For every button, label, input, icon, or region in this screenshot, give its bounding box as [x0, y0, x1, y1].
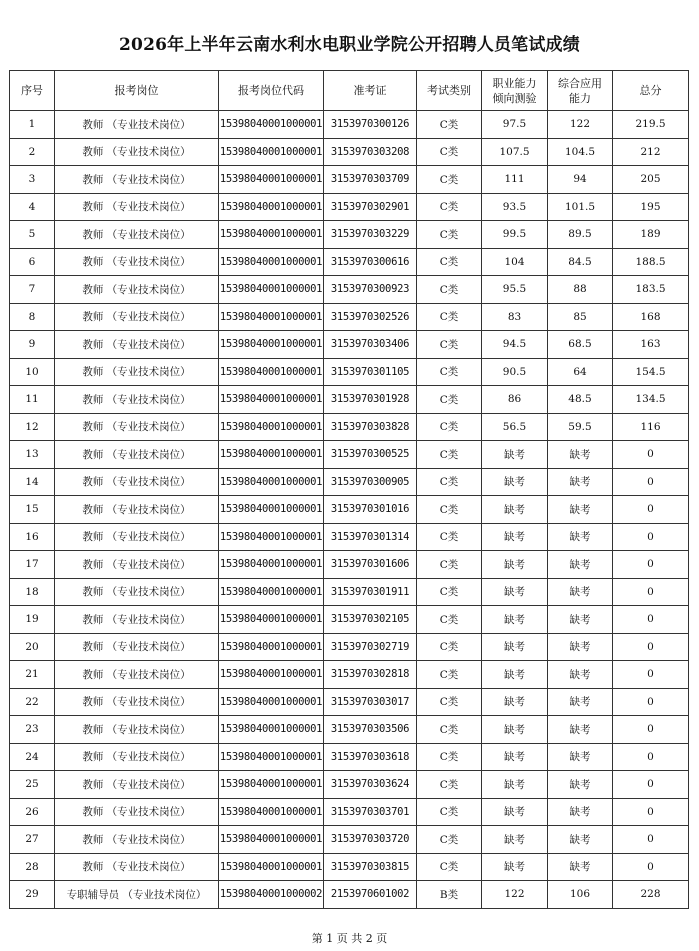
- cell-comprehensive-score: 缺考: [548, 633, 613, 661]
- cell-ticket-number: 3153970303701: [324, 798, 417, 826]
- cell-exam-category: C类: [417, 826, 482, 854]
- cell-position: 教师 （专业技术岗位）: [55, 633, 219, 661]
- cell-position: 教师 （专业技术岗位）: [55, 331, 219, 359]
- cell-position-code: 15398040001000001: [219, 248, 324, 276]
- table-row: [10, 716, 689, 744]
- cell-position: 教师 （专业技术岗位）: [55, 276, 219, 304]
- cell-index: 5: [10, 221, 55, 249]
- cell-position: 教师 （专业技术岗位）: [55, 606, 219, 634]
- cell-ticket-number: 3153970302719: [324, 633, 417, 661]
- cell-index: 20: [10, 633, 55, 661]
- cell-position: 教师 （专业技术岗位）: [55, 798, 219, 826]
- cell-total-score: 134.5: [613, 386, 689, 414]
- cell-position: 教师 （专业技术岗位）: [55, 826, 219, 854]
- cell-ticket-number: 3153970302526: [324, 303, 417, 331]
- table-row: [10, 193, 689, 221]
- cell-comprehensive-score: 缺考: [548, 771, 613, 799]
- cell-index: 6: [10, 248, 55, 276]
- table-row: [10, 111, 689, 139]
- cell-total-score: 0: [613, 578, 689, 606]
- table-row: [10, 826, 689, 854]
- cell-position: 专职辅导员 （专业技术岗位）: [55, 881, 219, 909]
- cell-position: 教师 （专业技术岗位）: [55, 523, 219, 551]
- table-row: [10, 688, 689, 716]
- cell-comprehensive-score: 68.5: [548, 331, 613, 359]
- table-row: [10, 413, 689, 441]
- cell-index: 4: [10, 193, 55, 221]
- cell-ticket-number: 3153970301016: [324, 496, 417, 524]
- cell-exam-category: B类: [417, 881, 482, 909]
- table-row: [10, 358, 689, 386]
- cell-aptitude-score: 86: [482, 386, 548, 414]
- cell-total-score: 0: [613, 688, 689, 716]
- cell-exam-category: C类: [417, 798, 482, 826]
- cell-aptitude-score: 缺考: [482, 661, 548, 689]
- cell-comprehensive-score: 104.5: [548, 138, 613, 166]
- cell-aptitude-score: 缺考: [482, 743, 548, 771]
- cell-ticket-number: 3153970303406: [324, 331, 417, 359]
- cell-position: 教师 （专业技术岗位）: [55, 111, 219, 139]
- cell-position-code: 15398040001000001: [219, 688, 324, 716]
- cell-aptitude-score: 缺考: [482, 716, 548, 744]
- cell-index: 3: [10, 166, 55, 194]
- cell-position-code: 15398040001000001: [219, 468, 324, 496]
- cell-index: 9: [10, 331, 55, 359]
- table-row: [10, 386, 689, 414]
- cell-index: 18: [10, 578, 55, 606]
- cell-position: 教师 （专业技术岗位）: [55, 661, 219, 689]
- cell-aptitude-score: 90.5: [482, 358, 548, 386]
- cell-position: 教师 （专业技术岗位）: [55, 688, 219, 716]
- cell-ticket-number: 3153970303229: [324, 221, 417, 249]
- cell-ticket-number: 3153970301314: [324, 523, 417, 551]
- page-footer: 第 1 页 共 2 页: [311, 932, 388, 945]
- cell-ticket-number: 3153970300616: [324, 248, 417, 276]
- cell-comprehensive-score: 缺考: [548, 523, 613, 551]
- cell-exam-category: C类: [417, 276, 482, 304]
- cell-comprehensive-score: 缺考: [548, 606, 613, 634]
- cell-comprehensive-score: 缺考: [548, 441, 613, 469]
- column-header-index: 序号: [10, 71, 55, 111]
- cell-exam-category: C类: [417, 386, 482, 414]
- cell-total-score: 189: [613, 221, 689, 249]
- cell-index: 19: [10, 606, 55, 634]
- cell-position: 教师 （专业技术岗位）: [55, 468, 219, 496]
- cell-exam-category: C类: [417, 413, 482, 441]
- cell-exam-category: C类: [417, 633, 482, 661]
- cell-exam-category: C类: [417, 743, 482, 771]
- table-row: [10, 606, 689, 634]
- table-row: [10, 798, 689, 826]
- cell-exam-category: C类: [417, 606, 482, 634]
- cell-total-score: 0: [613, 633, 689, 661]
- cell-aptitude-score: 缺考: [482, 771, 548, 799]
- cell-total-score: 0: [613, 743, 689, 771]
- cell-total-score: 0: [613, 441, 689, 469]
- cell-total-score: 0: [613, 853, 689, 881]
- cell-comprehensive-score: 89.5: [548, 221, 613, 249]
- cell-index: 1: [10, 111, 55, 139]
- cell-aptitude-score: 缺考: [482, 551, 548, 579]
- cell-position: 教师 （专业技术岗位）: [55, 441, 219, 469]
- cell-position-code: 15398040001000001: [219, 826, 324, 854]
- cell-position: 教师 （专业技术岗位）: [55, 138, 219, 166]
- table-row: [10, 523, 689, 551]
- cell-total-score: 228: [613, 881, 689, 909]
- cell-aptitude-score: 104: [482, 248, 548, 276]
- cell-comprehensive-score: 59.5: [548, 413, 613, 441]
- cell-index: 11: [10, 386, 55, 414]
- cell-position-code: 15398040001000001: [219, 606, 324, 634]
- cell-position: 教师 （专业技术岗位）: [55, 743, 219, 771]
- cell-comprehensive-score: 缺考: [548, 496, 613, 524]
- cell-index: 15: [10, 496, 55, 524]
- cell-position-code: 15398040001000001: [219, 138, 324, 166]
- cell-index: 22: [10, 688, 55, 716]
- cell-ticket-number: 3153970302901: [324, 193, 417, 221]
- cell-ticket-number: 2153970601002: [324, 881, 417, 909]
- cell-index: 14: [10, 468, 55, 496]
- cell-position-code: 15398040001000001: [219, 661, 324, 689]
- cell-position: 教师 （专业技术岗位）: [55, 551, 219, 579]
- cell-position-code: 15398040001000001: [219, 303, 324, 331]
- cell-total-score: 0: [613, 496, 689, 524]
- table-row: [10, 771, 689, 799]
- cell-comprehensive-score: 101.5: [548, 193, 613, 221]
- cell-total-score: 0: [613, 798, 689, 826]
- cell-aptitude-score: 缺考: [482, 798, 548, 826]
- cell-comprehensive-score: 缺考: [548, 716, 613, 744]
- cell-exam-category: C类: [417, 166, 482, 194]
- cell-position: 教师 （专业技术岗位）: [55, 771, 219, 799]
- cell-position-code: 15398040001000001: [219, 496, 324, 524]
- scores-table: [9, 70, 689, 909]
- cell-index: 12: [10, 413, 55, 441]
- cell-position-code: 15398040001000001: [219, 193, 324, 221]
- cell-aptitude-score: 缺考: [482, 688, 548, 716]
- cell-comprehensive-score: 缺考: [548, 743, 613, 771]
- cell-ticket-number: 3153970301105: [324, 358, 417, 386]
- table-row: [10, 441, 689, 469]
- cell-exam-category: C类: [417, 523, 482, 551]
- cell-position: 教师 （专业技术岗位）: [55, 578, 219, 606]
- cell-total-score: 0: [613, 716, 689, 744]
- cell-index: 16: [10, 523, 55, 551]
- cell-total-score: 0: [613, 468, 689, 496]
- cell-index: 8: [10, 303, 55, 331]
- cell-exam-category: C类: [417, 193, 482, 221]
- table-row: [10, 303, 689, 331]
- table-row: [10, 551, 689, 579]
- table-body: [10, 111, 689, 909]
- cell-exam-category: C类: [417, 331, 482, 359]
- cell-index: 27: [10, 826, 55, 854]
- cell-ticket-number: 3153970300923: [324, 276, 417, 304]
- cell-index: 21: [10, 661, 55, 689]
- cell-ticket-number: 3153970302818: [324, 661, 417, 689]
- cell-total-score: 168: [613, 303, 689, 331]
- cell-total-score: 219.5: [613, 111, 689, 139]
- cell-ticket-number: 3153970303618: [324, 743, 417, 771]
- cell-comprehensive-score: 94: [548, 166, 613, 194]
- cell-position: 教师 （专业技术岗位）: [55, 716, 219, 744]
- cell-aptitude-score: 缺考: [482, 441, 548, 469]
- cell-total-score: 0: [613, 826, 689, 854]
- cell-index: 29: [10, 881, 55, 909]
- cell-position-code: 15398040001000001: [219, 633, 324, 661]
- cell-comprehensive-score: 106: [548, 881, 613, 909]
- cell-index: 10: [10, 358, 55, 386]
- cell-total-score: 0: [613, 551, 689, 579]
- cell-position-code: 15398040001000001: [219, 111, 324, 139]
- cell-aptitude-score: 111: [482, 166, 548, 194]
- cell-ticket-number: 3153970300905: [324, 468, 417, 496]
- cell-comprehensive-score: 88: [548, 276, 613, 304]
- cell-ticket-number: 3153970303720: [324, 826, 417, 854]
- cell-exam-category: C类: [417, 551, 482, 579]
- cell-position-code: 15398040001000001: [219, 551, 324, 579]
- cell-ticket-number: 3153970301606: [324, 551, 417, 579]
- cell-total-score: 0: [613, 606, 689, 634]
- cell-aptitude-score: 缺考: [482, 853, 548, 881]
- cell-position-code: 15398040001000001: [219, 798, 324, 826]
- cell-position-code: 15398040001000001: [219, 276, 324, 304]
- cell-aptitude-score: 95.5: [482, 276, 548, 304]
- cell-position-code: 15398040001000001: [219, 331, 324, 359]
- cell-aptitude-score: 缺考: [482, 496, 548, 524]
- table-row: [10, 331, 689, 359]
- cell-total-score: 212: [613, 138, 689, 166]
- table-header-row: [10, 71, 689, 111]
- cell-index: 13: [10, 441, 55, 469]
- cell-total-score: 116: [613, 413, 689, 441]
- cell-ticket-number: 3153970302105: [324, 606, 417, 634]
- cell-comprehensive-score: 缺考: [548, 661, 613, 689]
- cell-ticket-number: 3153970303828: [324, 413, 417, 441]
- cell-comprehensive-score: 缺考: [548, 826, 613, 854]
- table-row: [10, 166, 689, 194]
- table-row: [10, 661, 689, 689]
- cell-ticket-number: 3153970300126: [324, 111, 417, 139]
- cell-position-code: 15398040001000002: [219, 881, 324, 909]
- cell-position: 教师 （专业技术岗位）: [55, 166, 219, 194]
- cell-position-code: 15398040001000001: [219, 166, 324, 194]
- cell-aptitude-score: 缺考: [482, 578, 548, 606]
- cell-ticket-number: 3153970303017: [324, 688, 417, 716]
- cell-exam-category: C类: [417, 441, 482, 469]
- cell-ticket-number: 3153970303624: [324, 771, 417, 799]
- cell-comprehensive-score: 64: [548, 358, 613, 386]
- cell-ticket-number: 3153970303208: [324, 138, 417, 166]
- cell-total-score: 0: [613, 523, 689, 551]
- cell-exam-category: C类: [417, 688, 482, 716]
- cell-total-score: 0: [613, 661, 689, 689]
- cell-exam-category: C类: [417, 661, 482, 689]
- cell-position: 教师 （专业技术岗位）: [55, 496, 219, 524]
- cell-comprehensive-score: 缺考: [548, 578, 613, 606]
- cell-total-score: 0: [613, 771, 689, 799]
- cell-exam-category: C类: [417, 468, 482, 496]
- column-header-aptitude-test: 职业能力倾向测验: [482, 71, 548, 111]
- cell-position-code: 15398040001000001: [219, 221, 324, 249]
- cell-comprehensive-score: 122: [548, 111, 613, 139]
- cell-ticket-number: 3153970301928: [324, 386, 417, 414]
- cell-aptitude-score: 94.5: [482, 331, 548, 359]
- cell-index: 26: [10, 798, 55, 826]
- cell-aptitude-score: 缺考: [482, 468, 548, 496]
- cell-aptitude-score: 缺考: [482, 826, 548, 854]
- cell-position-code: 15398040001000001: [219, 743, 324, 771]
- table-row: [10, 881, 689, 909]
- cell-position-code: 15398040001000001: [219, 358, 324, 386]
- table-row: [10, 743, 689, 771]
- cell-aptitude-score: 93.5: [482, 193, 548, 221]
- cell-position-code: 15398040001000001: [219, 716, 324, 744]
- page-title: 2026年上半年云南水利水电职业学院公开招聘人员笔试成绩: [119, 35, 580, 55]
- cell-exam-category: C类: [417, 303, 482, 331]
- table-row: [10, 221, 689, 249]
- cell-position: 教师 （专业技术岗位）: [55, 248, 219, 276]
- cell-total-score: 195: [613, 193, 689, 221]
- table-row: [10, 248, 689, 276]
- column-header-position-code: 报考岗位代码: [219, 71, 324, 111]
- table-row: [10, 276, 689, 304]
- cell-exam-category: C类: [417, 138, 482, 166]
- column-header-total-score: 总分: [613, 71, 689, 111]
- column-header-comprehensive-ability: 综合应用能力: [548, 71, 613, 111]
- cell-ticket-number: 3153970300525: [324, 441, 417, 469]
- cell-index: 17: [10, 551, 55, 579]
- cell-exam-category: C类: [417, 578, 482, 606]
- table-row: [10, 138, 689, 166]
- cell-exam-category: C类: [417, 358, 482, 386]
- cell-position: 教师 （专业技术岗位）: [55, 193, 219, 221]
- cell-total-score: 154.5: [613, 358, 689, 386]
- cell-aptitude-score: 缺考: [482, 523, 548, 551]
- cell-aptitude-score: 122: [482, 881, 548, 909]
- table-row: [10, 853, 689, 881]
- cell-index: 25: [10, 771, 55, 799]
- cell-position-code: 15398040001000001: [219, 578, 324, 606]
- cell-exam-category: C类: [417, 221, 482, 249]
- cell-aptitude-score: 107.5: [482, 138, 548, 166]
- cell-position-code: 15398040001000001: [219, 853, 324, 881]
- cell-index: 24: [10, 743, 55, 771]
- cell-total-score: 183.5: [613, 276, 689, 304]
- cell-comprehensive-score: 缺考: [548, 853, 613, 881]
- cell-position: 教师 （专业技术岗位）: [55, 413, 219, 441]
- cell-position-code: 15398040001000001: [219, 523, 324, 551]
- cell-index: 23: [10, 716, 55, 744]
- cell-position-code: 15398040001000001: [219, 771, 324, 799]
- cell-aptitude-score: 99.5: [482, 221, 548, 249]
- cell-total-score: 188.5: [613, 248, 689, 276]
- cell-position: 教师 （专业技术岗位）: [55, 386, 219, 414]
- cell-position-code: 15398040001000001: [219, 441, 324, 469]
- cell-exam-category: C类: [417, 771, 482, 799]
- cell-position: 教师 （专业技术岗位）: [55, 358, 219, 386]
- cell-comprehensive-score: 缺考: [548, 688, 613, 716]
- cell-comprehensive-score: 缺考: [548, 468, 613, 496]
- cell-position: 教师 （专业技术岗位）: [55, 303, 219, 331]
- cell-aptitude-score: 83: [482, 303, 548, 331]
- cell-ticket-number: 3153970303815: [324, 853, 417, 881]
- cell-aptitude-score: 缺考: [482, 606, 548, 634]
- cell-total-score: 205: [613, 166, 689, 194]
- cell-ticket-number: 3153970303506: [324, 716, 417, 744]
- cell-comprehensive-score: 84.5: [548, 248, 613, 276]
- cell-exam-category: C类: [417, 248, 482, 276]
- cell-comprehensive-score: 缺考: [548, 551, 613, 579]
- column-header-exam-category: 考试类别: [417, 71, 482, 111]
- column-header-ticket-number: 准考证: [324, 71, 417, 111]
- cell-exam-category: C类: [417, 716, 482, 744]
- cell-aptitude-score: 97.5: [482, 111, 548, 139]
- column-header-position: 报考岗位: [55, 71, 219, 111]
- cell-index: 28: [10, 853, 55, 881]
- cell-position-code: 15398040001000001: [219, 413, 324, 441]
- cell-index: 2: [10, 138, 55, 166]
- cell-index: 7: [10, 276, 55, 304]
- cell-ticket-number: 3153970303709: [324, 166, 417, 194]
- cell-exam-category: C类: [417, 853, 482, 881]
- cell-comprehensive-score: 48.5: [548, 386, 613, 414]
- cell-ticket-number: 3153970301911: [324, 578, 417, 606]
- cell-comprehensive-score: 缺考: [548, 798, 613, 826]
- table-row: [10, 633, 689, 661]
- cell-position: 教师 （专业技术岗位）: [55, 221, 219, 249]
- table-row: [10, 468, 689, 496]
- cell-position: 教师 （专业技术岗位）: [55, 853, 219, 881]
- cell-aptitude-score: 56.5: [482, 413, 548, 441]
- cell-comprehensive-score: 85: [548, 303, 613, 331]
- cell-total-score: 163: [613, 331, 689, 359]
- table-row: [10, 578, 689, 606]
- table-row: [10, 496, 689, 524]
- cell-aptitude-score: 缺考: [482, 633, 548, 661]
- cell-exam-category: C类: [417, 496, 482, 524]
- cell-exam-category: C类: [417, 111, 482, 139]
- cell-position-code: 15398040001000001: [219, 386, 324, 414]
